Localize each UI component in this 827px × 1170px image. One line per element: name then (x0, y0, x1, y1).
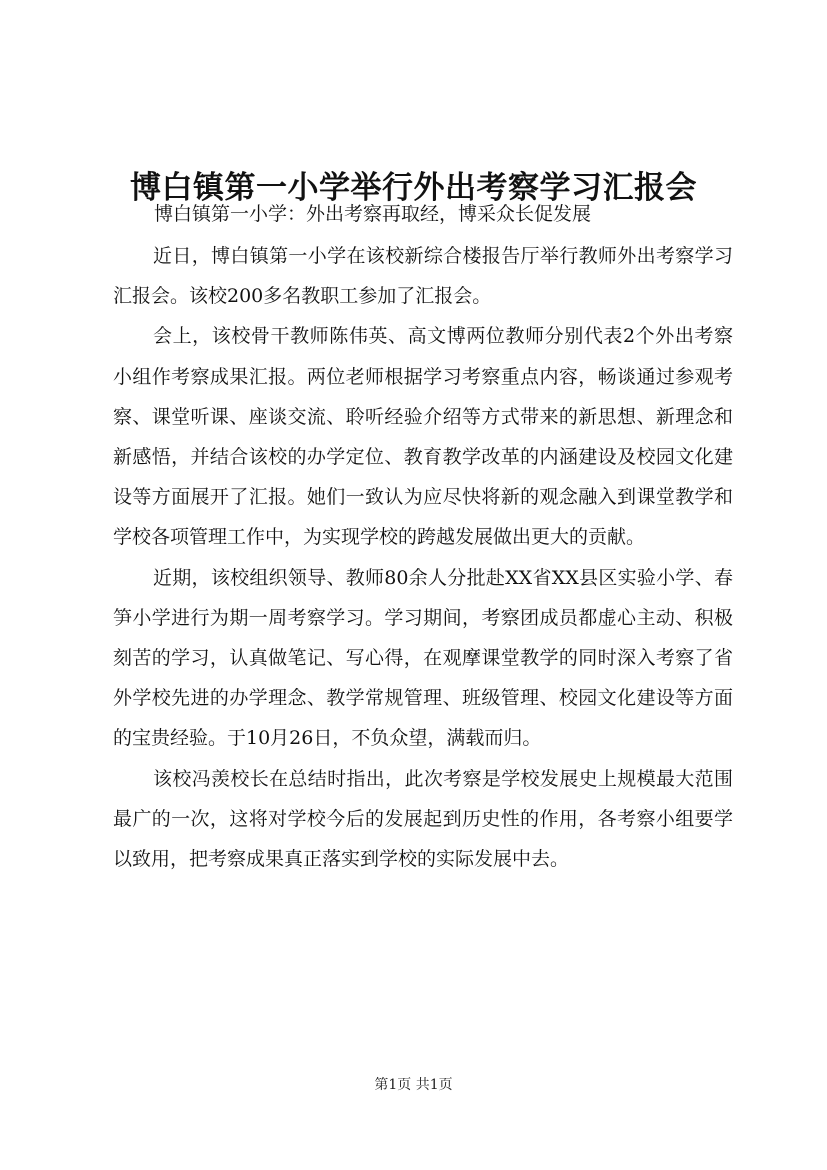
document-subtitle: 博白镇第一小学：外出考察再取经，博采众长促发展 (154, 203, 592, 225)
paragraph-1: 近日，博白镇第一小学在该校新综合楼报告厅举行教师外出考察学习汇报会。该校200多名教职工参加了汇报会。 (113, 245, 733, 308)
paragraph-2: 会上，该校骨干教师陈伟英、高文博两位教师分别代表2个外出考察小组作考察成果汇报。两位老师根据学习考察重点内容，畅谈通过参观考察、课堂听课、座谈交流、聆听经验介绍等方式带来的新思想、新理念和新感悟，并结合该校的办学定位、教育教学改革的内涵建设及校园文化建设等方面展开了汇报。她们一致认为应尽快将新的观念融入到课堂教学和学校各项管理工作中，为实现学校的跨越发展做出更大的贡献。 (113, 325, 733, 549)
paragraph-4: 该校冯羡校长在总结时指出，此次考察是学校发展史上规模最大范围最广的一次，这将对学校今后的发展起到历史性的作用，各考察小组要学以致用，把考察成果真正落实到学校的实际发展中去。 (113, 767, 733, 871)
page-footer: 第1页 共1页 (374, 1077, 453, 1093)
document-body (113, 236, 733, 879)
paragraph-3: 近期，该校组织领导、教师80余人分批赴XX省XX县区实验小学、春笋小学进行为期一周考察学习。学习期间，考察团成员都虚心主动、积极刻苦的学习，认真做笔记、写心得，在观摩课堂教学的同时深入考察了省外学校先进的办学理念、教学常规管理、班级管理、校园文化建设等方面的宝贵经验。于10月26日，不负众望，满载而归。 (113, 566, 733, 750)
document-title: 博白镇第一小学举行外出考察学习汇报会 (130, 169, 697, 206)
